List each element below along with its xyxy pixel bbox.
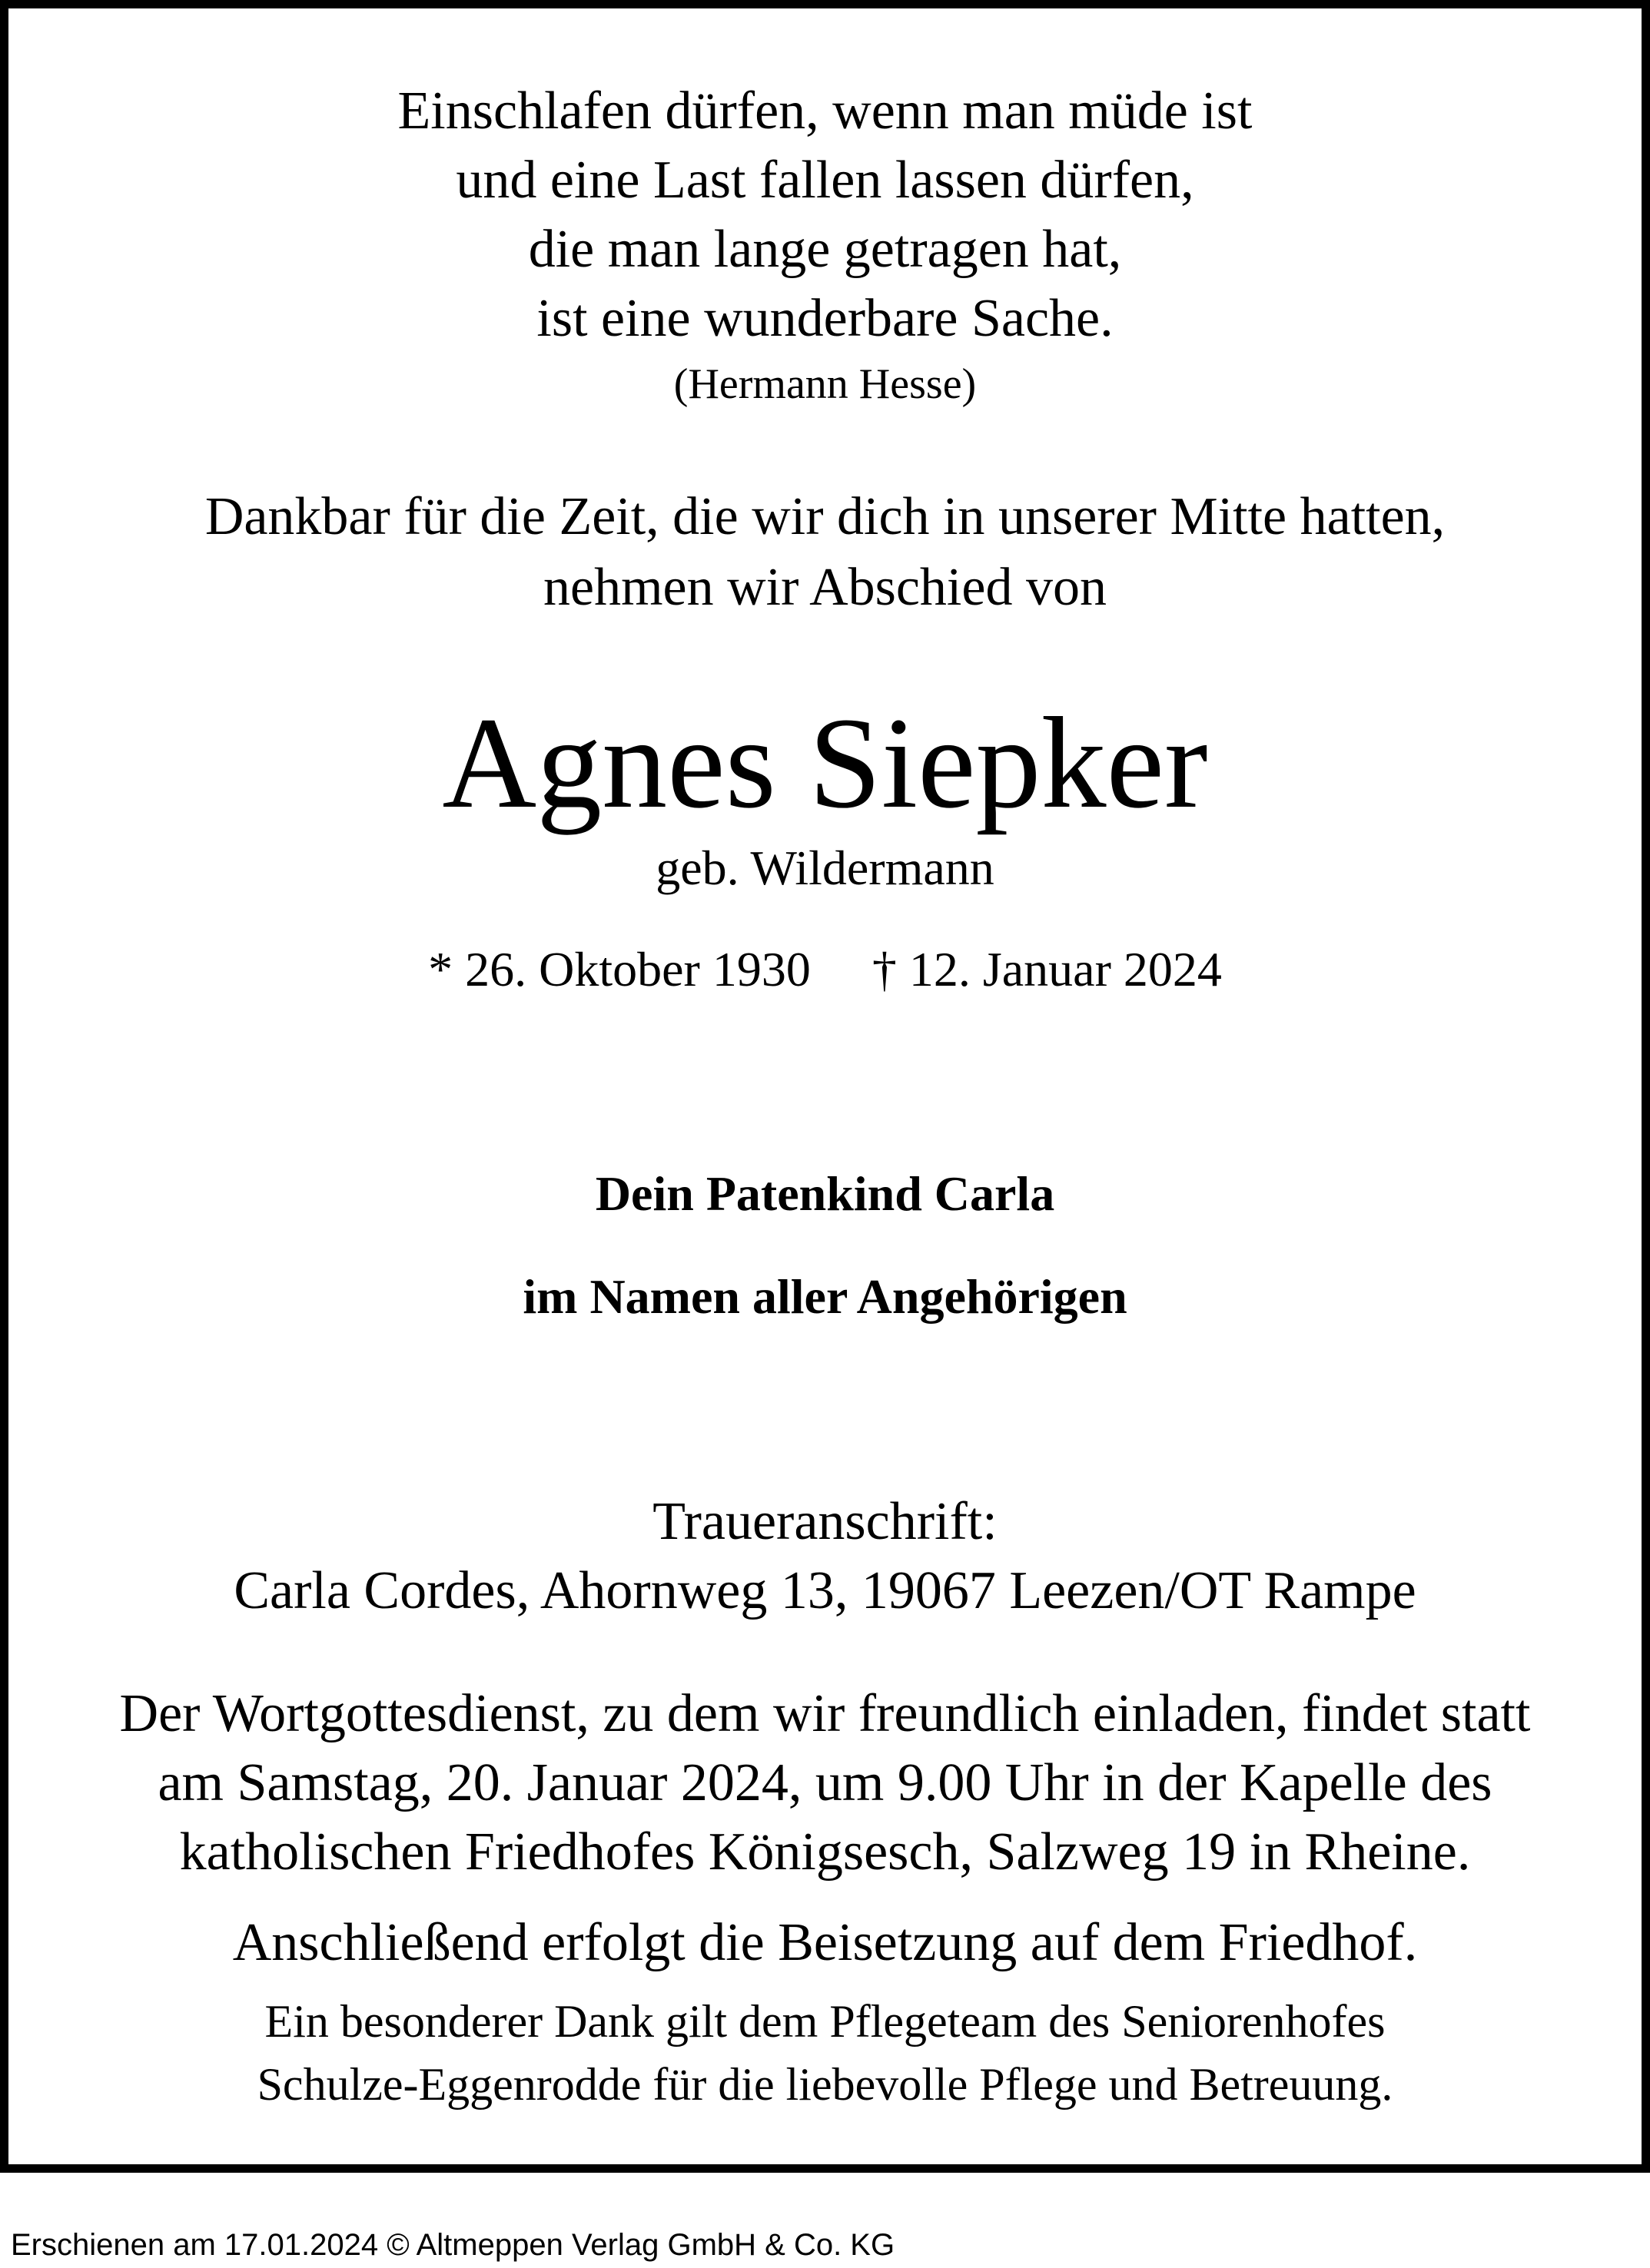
- signature-line: im Namen aller Angehörigen: [523, 1269, 1127, 1324]
- intro-line: Dankbar für die Zeit, die wir dich in unserer Mitte hatten,: [204, 487, 1446, 546]
- service-line: Der Wortgottesdienst, zu dem wir freundlich einladen, findet statt: [119, 1684, 1531, 1743]
- address-label: Traueranschrift:: [652, 1492, 998, 1551]
- thanks-line: Ein besonderer Dank gilt dem Pflegeteam des Seniorenhofes: [264, 1996, 1386, 2047]
- quote-line: Einschlafen dürfen, wenn man müde ist: [397, 81, 1253, 141]
- burial-note: Anschließend erfolgt die Beisetzung auf dem Friedhof.: [232, 1913, 1418, 1972]
- life-dates: [0, 942, 1650, 996]
- quote-line: und eine Last fallen lassen dürfen,: [456, 151, 1194, 210]
- deceased-name: Agnes Siepker: [442, 691, 1208, 835]
- service-line: am Samstag, 20. Januar 2024, um 9.00 Uhr in der Kapelle des: [158, 1753, 1492, 1812]
- quote-line: ist eine wunderbare Sache.: [536, 289, 1114, 348]
- signature-line: Dein Patenkind Carla: [595, 1166, 1055, 1221]
- quote-line: die man lange getragen hat,: [528, 220, 1122, 279]
- address: Carla Cordes, Ahornweg 13, 19067 Leezen/OT Rampe: [234, 1561, 1416, 1620]
- intro-line: nehmen wir Abschied von: [543, 558, 1107, 617]
- maiden-name: geb. Wildermann: [656, 841, 994, 895]
- publication-footer: Erschienen am 17.01.2024 © Altmeppen Verlag GmbH & Co. KG: [11, 2228, 895, 2262]
- thanks-line: Schulze-Eggenrodde für die liebevolle Pflege und Betreuung.: [257, 2059, 1393, 2110]
- service-line: katholischen Friedhofes Königsesch, Salzweg 19 in Rheine.: [179, 1822, 1471, 1882]
- death-date: † 12. Januar 2024: [871, 942, 1222, 996]
- quote-author: (Hermann Hesse): [673, 360, 977, 408]
- birth-date: * 26. Oktober 1930: [428, 942, 811, 996]
